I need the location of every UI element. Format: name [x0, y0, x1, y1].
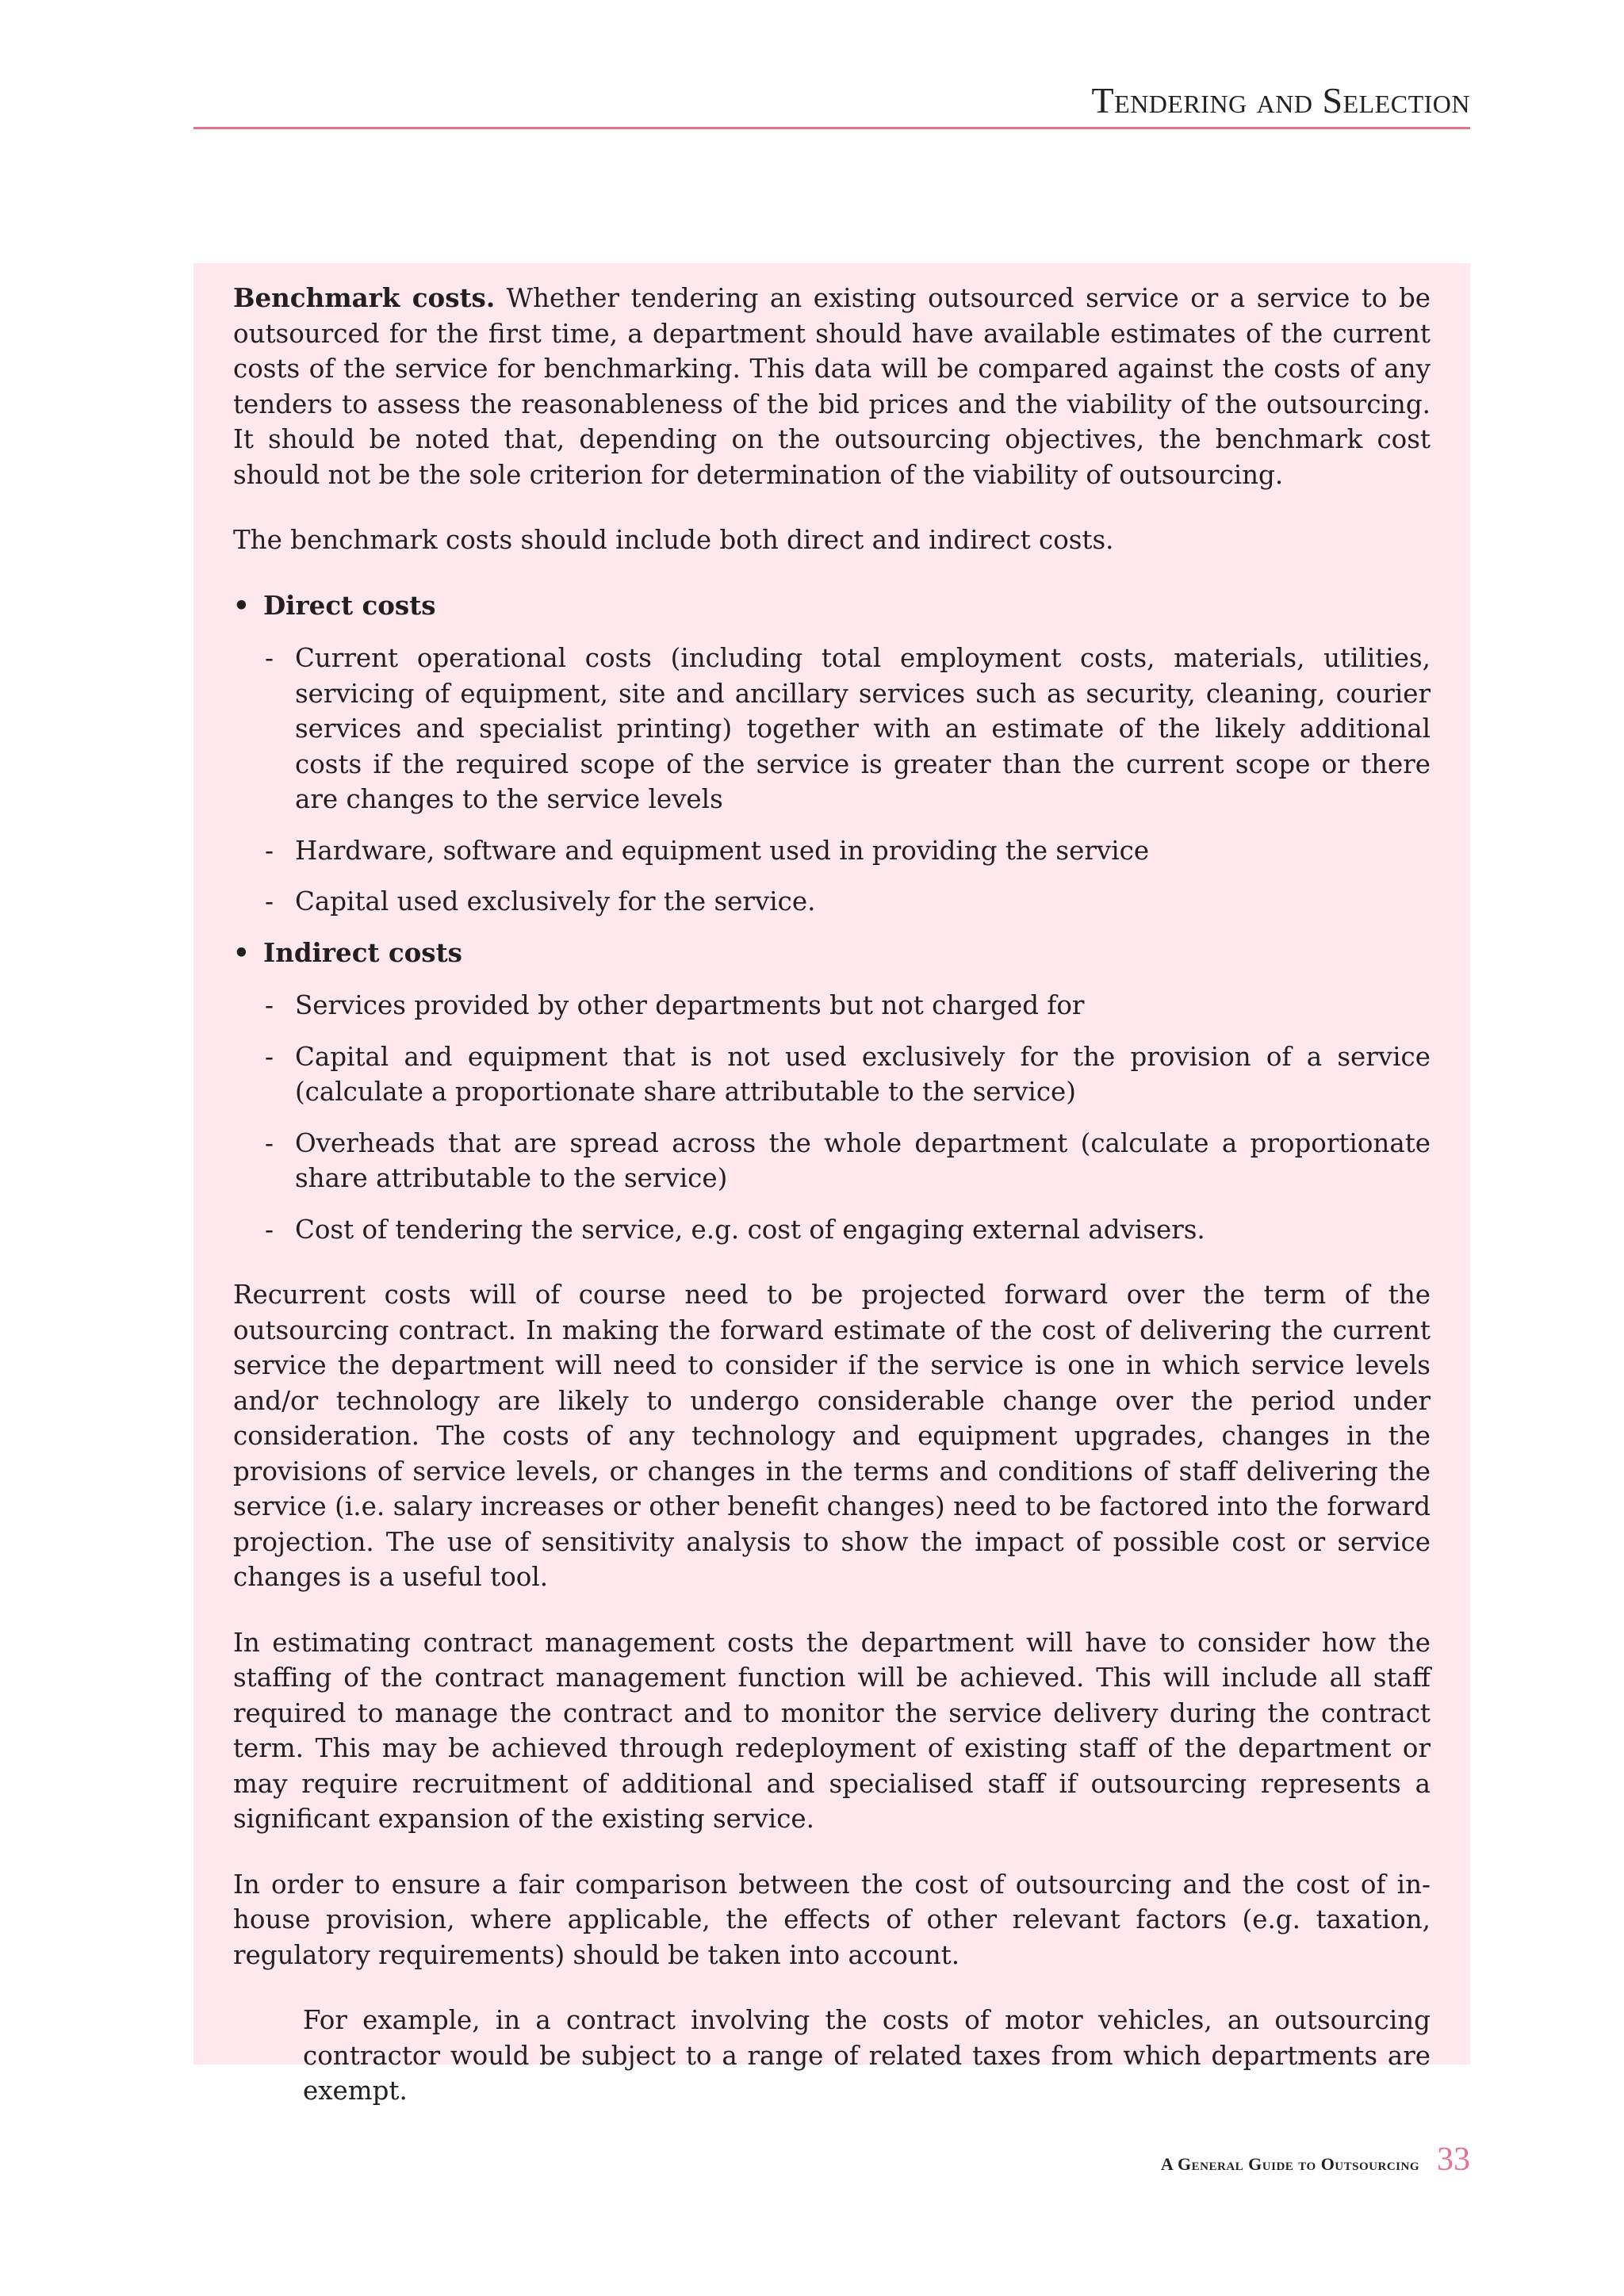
direct-cost-text: Capital used exclusively for the service.: [295, 886, 816, 916]
direct-cost-text: Current operational costs (including total employment costs, materials, utilities, servicing of equipment, site and ancillary services such as security, cleaning, courier services and specialist printing) together with an estimate of the likely additional costs if the required scope of the service is greater than the current scope or there are changes to the service levels: [295, 643, 1431, 814]
page-number: 33: [1437, 2141, 1470, 2178]
benchmark-costs-panel: [193, 263, 1470, 2106]
contract-management-paragraph: In estimating contract management costs the department will have to consider how the staffing of the contract management function will be achieved. This will include all staff required to manage the contract and to monitor the service delivery during the contract term. This may be achieved through redeployment of existing staff of the department or may require recruitment of additional and specialised staff if outsourcing represents a significant expansion of the existing service.: [233, 1627, 1431, 1834]
indirect-cost-item: [233, 1039, 1431, 1110]
recurrent-costs-paragraph: Recurrent costs will of course need to be projected forward over the term of the outsourcing contract. In making the forward estimate of the cost of delivering the current service the department will need to consider if the service is one in which service levels and/or technology are likely to undergo considerable change over the period under consideration. The costs of any technology and equipment upgrades, changes in the provisions of service levels, or changes in the terms and conditions of staff delivering the service (i.e. salary increases or other benefit changes) need to be factored into the forward projection. The use of sensitivity analysis to show the impact of possible cost or service changes is a useful tool.: [233, 1280, 1431, 1592]
direct-cost-item: [233, 641, 1431, 817]
intro-paragraph: [233, 281, 1431, 492]
direct-cost-text: Hardware, software and equipment used in providing the service: [295, 835, 1150, 866]
running-head-title: Tendering and Selection: [1091, 80, 1470, 121]
dash-marker: -: [265, 1214, 274, 1245]
bullet-marker: •: [233, 589, 250, 621]
indirect-cost-item: [233, 1126, 1431, 1196]
indirect-cost-item: [233, 988, 1431, 1024]
direct-costs-label: Direct costs: [263, 589, 436, 621]
header-rule: [193, 127, 1470, 129]
direct-cost-item: [233, 884, 1431, 920]
indirect-costs-heading: [233, 936, 1431, 971]
direct-costs-heading: [233, 588, 1431, 624]
dash-marker: -: [265, 643, 274, 673]
page-footer: [1161, 2141, 1470, 2179]
indirect-cost-text: Cost of tendering the service, e.g. cost of engaging external advisers.: [295, 1214, 1205, 1245]
dash-marker: -: [265, 1041, 274, 1072]
indirect-cost-text: Services provided by other departments but not charged for: [295, 990, 1085, 1020]
example-paragraph: For example, in a contract involving the costs of motor vehicles, an outsourcing contractor would be subject to a range of related taxes from which departments are exempt.: [303, 2005, 1431, 2106]
dash-marker: -: [265, 835, 274, 866]
intro-text: Whether tendering an existing outsourced service or a service to be outsourced for the first time, a department should have available estimates of the current costs of the service for benchmarking. This data will be compared against the costs of any tenders to assess the reasonableness of the bid prices and the viability of the outsourcing. It should be noted that, depending on the outsourcing objectives, the benchmark cost should not be the sole criterion for determination of the viability of outsourcing.: [233, 283, 1431, 490]
indirect-costs-label: Indirect costs: [263, 936, 462, 968]
direct-cost-item: [233, 833, 1431, 869]
dash-marker: -: [265, 1127, 274, 1158]
footer-guide-title: A General Guide to Outsourcing: [1160, 2154, 1419, 2174]
dash-marker: -: [265, 990, 274, 1020]
intro-lead: Benchmark costs.: [233, 282, 496, 313]
dash-marker: -: [265, 886, 274, 916]
bullet-marker: •: [233, 936, 250, 968]
summary-paragraph: The benchmark costs should include both direct and indirect costs.: [233, 525, 1114, 555]
fair-comparison-paragraph: In order to ensure a fair comparison between the cost of outsourcing and the cost of in-house provision, where applicable, the effects of other relevant factors (e.g. taxation, regulatory requirements) should be taken into account.: [233, 1869, 1431, 1970]
indirect-cost-item: [233, 1212, 1431, 1248]
indirect-cost-text: Capital and equipment that is not used exclusively for the provision of a service (calculate a proportionate share attributable to the service): [295, 1041, 1431, 1107]
indirect-cost-text: Overheads that are spread across the whole department (calculate a proportionate share attributable to the service): [295, 1127, 1431, 1193]
